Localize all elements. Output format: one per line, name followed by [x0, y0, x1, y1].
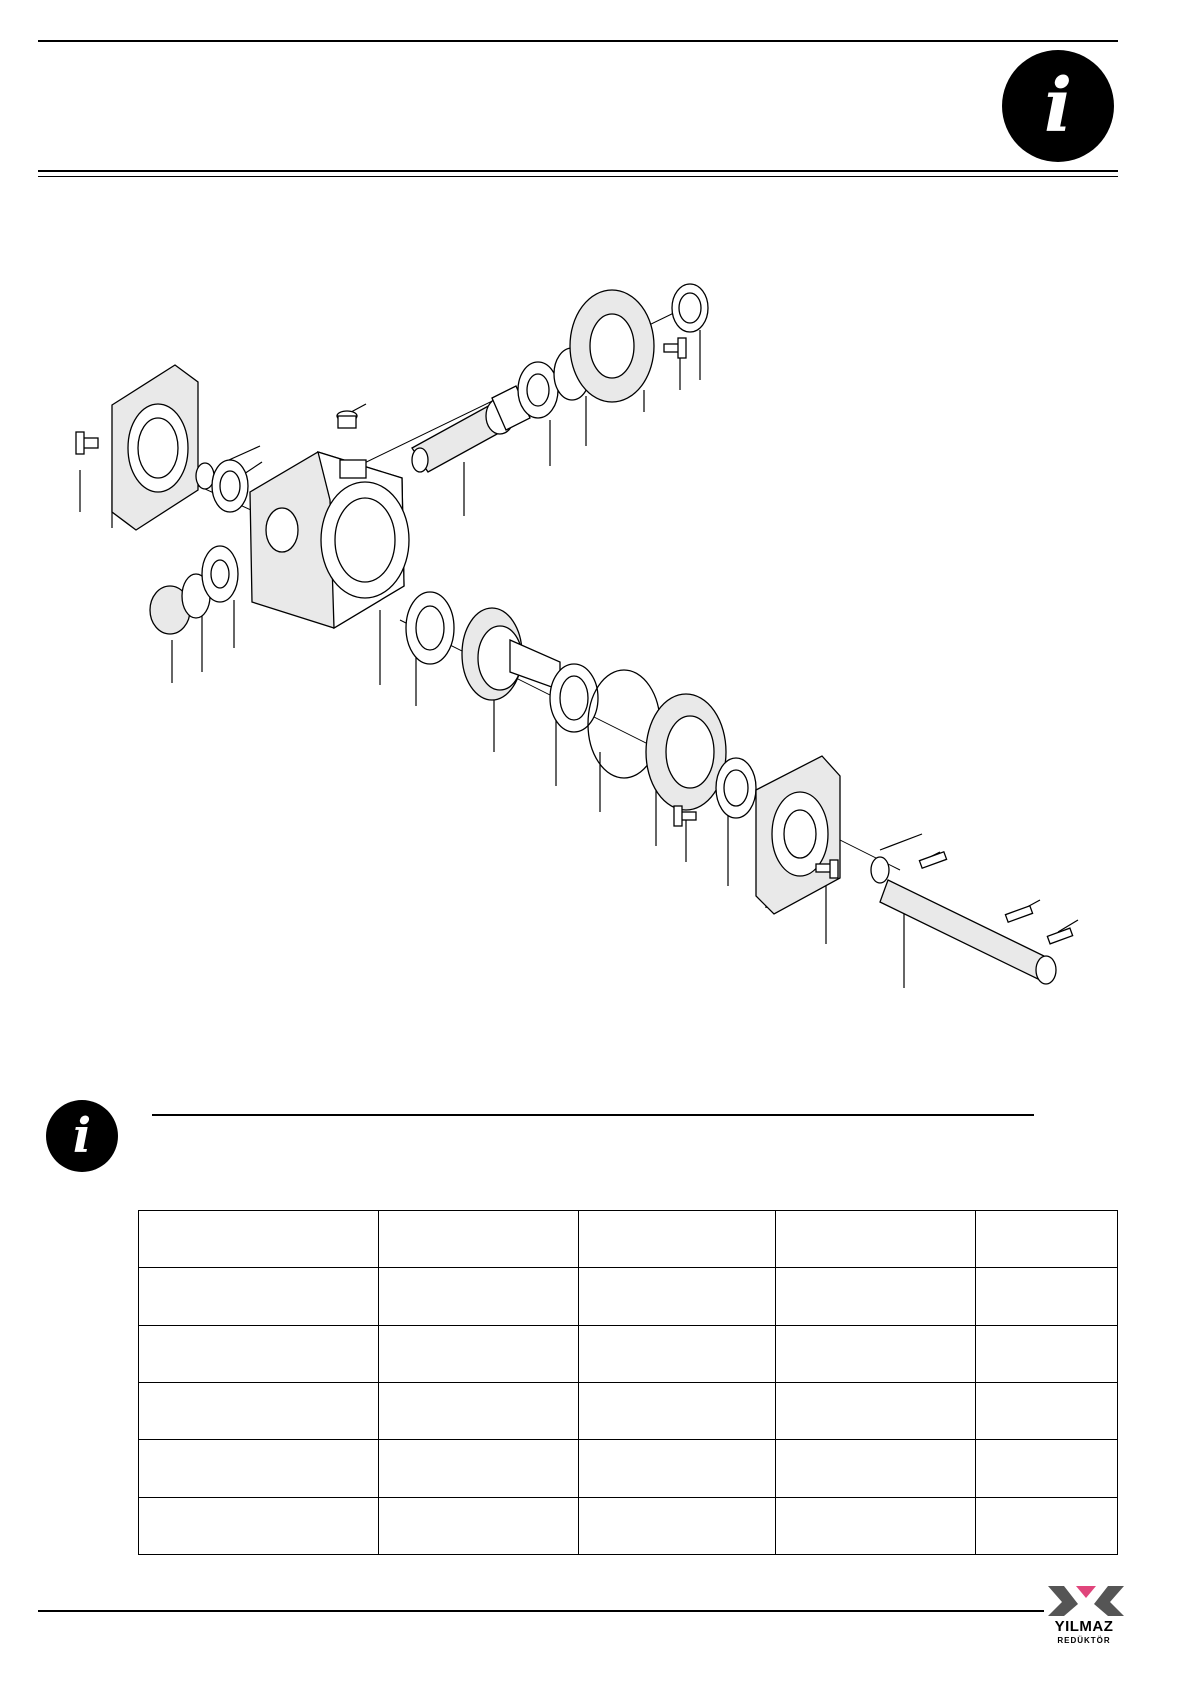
table-cell: [776, 1211, 976, 1268]
key-2: [1005, 906, 1032, 922]
key-1: [919, 852, 946, 868]
table-cell: [976, 1268, 1118, 1325]
table-cell: [776, 1497, 976, 1554]
table-cell: [578, 1211, 776, 1268]
right-flange: [756, 756, 840, 914]
table-cell: [976, 1497, 1118, 1554]
table-cell: [139, 1440, 379, 1497]
note-rule: [152, 1114, 1034, 1116]
bolt-input-flange: [664, 338, 686, 358]
info-icon: i: [46, 1100, 118, 1172]
bolt-left: [76, 432, 98, 454]
ring-output: [871, 857, 889, 883]
table-cell: [776, 1382, 976, 1439]
table-cell: [578, 1497, 776, 1554]
worm-shaft: [412, 386, 530, 472]
table-cell: [139, 1325, 379, 1382]
table-row: [139, 1440, 1118, 1497]
table-cell: [139, 1382, 379, 1439]
table-cell: [776, 1268, 976, 1325]
footer-rule: [38, 1610, 1044, 1612]
table-cell: [578, 1268, 776, 1325]
table-cell: [139, 1268, 379, 1325]
output-shaft: [880, 880, 1056, 984]
info-icon: i: [1002, 50, 1114, 162]
table-cell: [378, 1440, 578, 1497]
table-row: [139, 1382, 1118, 1439]
brand-subtitle: REDÜKTÖR: [1057, 1636, 1111, 1645]
worm-wheel: [462, 608, 560, 700]
output-cover: [646, 694, 726, 810]
table-cell: [976, 1211, 1118, 1268]
left-flange: [112, 365, 198, 530]
vent-plug: [337, 411, 357, 428]
table-cell: [976, 1325, 1118, 1382]
table-row: [139, 1325, 1118, 1382]
ring-seal-left: [196, 463, 214, 489]
table-cell: [139, 1211, 379, 1268]
table-cell: [776, 1440, 976, 1497]
table-cell: [578, 1325, 776, 1382]
table-cell: [378, 1382, 578, 1439]
table-cell: [139, 1497, 379, 1554]
callout-leaders: [80, 330, 1078, 988]
table-cell: [578, 1440, 776, 1497]
table-row: [139, 1497, 1118, 1554]
table-cell: [378, 1268, 578, 1325]
table-cell: [378, 1325, 578, 1382]
gearbox-housing: [250, 452, 409, 628]
brand-name: YILMAZ: [1054, 1618, 1114, 1635]
table-cell: [578, 1382, 776, 1439]
input-flange: [570, 290, 654, 402]
table-cell: [976, 1382, 1118, 1439]
table-cell: [378, 1211, 578, 1268]
table-row: [139, 1268, 1118, 1325]
table-cell: [378, 1497, 578, 1554]
table-cell: [976, 1440, 1118, 1497]
spec-table: [138, 1210, 1118, 1555]
table-cell: [776, 1325, 976, 1382]
table-row: [139, 1211, 1118, 1268]
